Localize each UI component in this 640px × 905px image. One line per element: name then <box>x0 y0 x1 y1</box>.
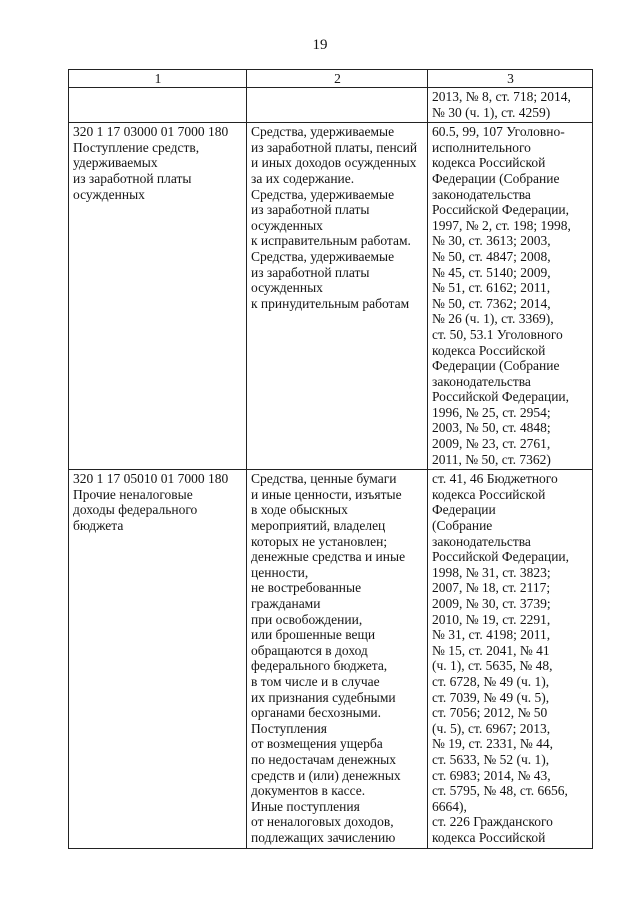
cell-text-line: № 50, ст. 7362; 2014, <box>432 295 551 311</box>
code-cell <box>69 470 247 848</box>
cell-text-line: ст. 5633, № 52 (ч. 1), <box>432 751 550 767</box>
column-header-2: 2 <box>247 70 428 88</box>
legal-basis-cell <box>428 123 593 470</box>
cell-text-line: 1997, № 2, ст. 198; 1998, <box>432 217 571 233</box>
cell-text-line: кодекса Российской <box>432 486 546 502</box>
cell-text-line: № 30 (ч. 1), ст. 4259) <box>432 104 551 120</box>
cell-text-line: из заработной платы <box>251 202 370 218</box>
cell-text-line: Поступление средств, <box>73 139 200 155</box>
cell-text-line: из заработной платы, пенсий <box>251 139 418 155</box>
cell-text-line: Средства, ценные бумаги <box>251 471 397 487</box>
cell-text-line: подлежащих зачислению <box>251 829 396 845</box>
cell-text-line: Российской Федерации, <box>432 389 570 405</box>
cell-text-line: гражданами <box>251 596 321 611</box>
cell-text-line: Средства, удерживаемые <box>251 186 395 202</box>
cell-text-line: № 31, ст. 4198; 2011, <box>432 627 551 643</box>
cell-text-line: ст. 7039, № 49 (ч. 5), <box>432 689 550 705</box>
cell-text-line: ст. 50, 53.1 Уголовного <box>432 326 563 342</box>
cell-text-line: Федерации <box>432 502 496 518</box>
cell-text-line: от возмещения ущерба <box>251 736 383 752</box>
cell-text-line: Прочие неналоговые <box>73 486 193 502</box>
cell-text-line: обращаются в доход <box>251 642 368 658</box>
cell-text-line: бюджета <box>73 518 124 534</box>
description-cell <box>247 470 428 848</box>
cell-text-line: (ч. 5), ст. 6967; 2013, <box>432 720 551 736</box>
cell-text-line: за их содержание. <box>251 170 355 186</box>
cell-text-line: ст. 41, 46 Бюджетного <box>432 471 558 487</box>
cell-text-line: осужденных <box>251 217 323 233</box>
cell-text-line: 6664), <box>432 798 467 814</box>
column-header-1: 1 <box>69 70 247 88</box>
cell-text-line: которых не установлен; <box>251 533 388 549</box>
cell-text-line: (ч. 1), ст. 5635, № 48, <box>432 658 553 674</box>
cell-text-line: ст. 5795, № 48, ст. 6656, <box>432 783 568 799</box>
cell-text-line: ст. 7056; 2012, № 50 <box>432 705 548 721</box>
cell-text-line: № 51, ст. 6162; 2011, <box>432 280 551 296</box>
column-header-3: 3 <box>428 70 593 88</box>
cell-text-line: 1998, № 31, ст. 3823; <box>432 564 551 580</box>
cell-text-line: от неналоговых доходов, <box>251 814 394 830</box>
cell-text-line: Федерации (Собрание <box>432 170 560 186</box>
cell-text-line: законодательства <box>432 533 531 549</box>
cell-text-line: 2007, № 18, ст. 2117; <box>432 580 551 596</box>
cell-text-line: при освобождении, <box>251 611 363 627</box>
cell-text-line: к исправительным работам. <box>251 233 411 249</box>
cell-text-line: № 45, ст. 5140; 2009, <box>432 264 551 280</box>
cell-text-line: 2010, № 19, ст. 2291, <box>432 611 551 627</box>
cell-text-line: ст. 6728, № 49 (ч. 1), <box>432 673 550 689</box>
legal-basis-cell <box>428 470 593 848</box>
cell-text-line: не востребованные <box>251 580 362 596</box>
cell-text-line: в ходе обыскных <box>251 502 348 518</box>
table-row <box>69 88 593 123</box>
table-row <box>69 123 593 470</box>
cell-text-line: кодекса Российской <box>432 155 546 171</box>
cell-text-line: их признания судебными <box>251 689 396 705</box>
cell-text-line: из заработной платы <box>251 264 370 280</box>
cell-text-line: законодательства <box>432 186 531 202</box>
budget-income-table <box>68 69 593 849</box>
cell-text-line: 60.5, 99, 107 Уголовно- <box>432 124 565 140</box>
cell-text-line: кодекса Российской <box>432 829 546 845</box>
cell-text-line: федерального бюджета, <box>251 658 388 674</box>
cell-text-line: № 26 (ч. 1), ст. 3369), <box>432 311 554 327</box>
cell-text-line: или брошенные вещи <box>251 627 376 643</box>
cell-text-line: 320 1 17 03000 01 7000 180 <box>73 124 229 140</box>
cell-text-line: 2003, № 50, ст. 4848; <box>432 420 551 436</box>
cell-text-line: к принудительным работам <box>251 295 410 311</box>
cell-text-line: ценности, <box>251 564 309 580</box>
description-cell <box>247 123 428 470</box>
cell-text-line: осужденных <box>73 186 145 202</box>
cell-text-line: ст. 6983; 2014, № 43, <box>432 767 551 783</box>
cell-text-line: Российской Федерации, <box>432 549 570 565</box>
cell-text-line: и иные ценности, изъятые <box>251 486 402 502</box>
cell-text-line: Иные поступления <box>251 798 360 814</box>
cell-text-line: мероприятий, владелец <box>251 518 386 534</box>
page-number: 19 <box>312 37 328 53</box>
table-row <box>69 470 593 848</box>
cell-text-line: 320 1 17 05010 01 7000 180 <box>73 471 229 487</box>
cell-text-line: из заработной платы <box>73 170 192 186</box>
cell-text-line: денежные средства и иные <box>251 549 406 565</box>
cell-text-line: № 15, ст. 2041, № 41 <box>432 642 550 658</box>
cell-text-line: Федерации (Собрание <box>432 358 560 374</box>
cell-text-line: в том числе и в случае <box>251 673 380 689</box>
cell-text-line: документов в кассе. <box>251 783 366 799</box>
cell-text-line: удерживаемых <box>73 155 158 171</box>
cell-text-line: 2013, № 8, ст. 718; 2014, <box>432 89 571 104</box>
cell-text-line: (Собрание <box>432 518 493 534</box>
cell-text-line: органами бесхозными. <box>251 705 381 721</box>
cell-text-line: по недостачам денежных <box>251 751 396 767</box>
cell-text-line: 2009, № 23, ст. 2761, <box>432 436 551 452</box>
cell-text-line: кодекса Российской <box>432 342 546 358</box>
cell-text-line: законодательства <box>432 373 531 389</box>
cell-text-line: 1996, № 25, ст. 2954; <box>432 404 551 420</box>
cell-text-line: № 30, ст. 3613; 2003, <box>432 233 551 249</box>
cell-text-line: доходы федерального <box>73 502 198 518</box>
cell-text-line: Средства, удерживаемые <box>251 248 395 264</box>
cell-text-line: Поступления <box>251 720 327 736</box>
cell-text-line: Российской Федерации, <box>432 202 570 218</box>
code-cell <box>69 123 247 470</box>
cell-text-line: исполнительного <box>432 139 531 155</box>
cell-text-line: ст. 226 Гражданского <box>432 814 553 830</box>
description-cell <box>247 88 428 123</box>
cell-text-line: осужденных <box>251 280 323 296</box>
code-cell <box>69 88 247 123</box>
cell-text-line: № 50, ст. 4847; 2008, <box>432 248 551 264</box>
cell-text-line: 2011, № 50, ст. 7362) <box>432 451 551 467</box>
legal-basis-cell <box>428 88 593 123</box>
cell-text-line: 2009, № 30, ст. 3739; <box>432 596 551 611</box>
cell-text-line: № 19, ст. 2331, № 44, <box>432 736 554 752</box>
table-header-row <box>69 70 593 88</box>
cell-text-line: и иных доходов осужденных <box>251 155 417 171</box>
cell-text-line: Средства, удерживаемые <box>251 124 395 140</box>
cell-text-line: средств и (или) денежных <box>251 767 401 783</box>
table-body <box>69 88 593 849</box>
